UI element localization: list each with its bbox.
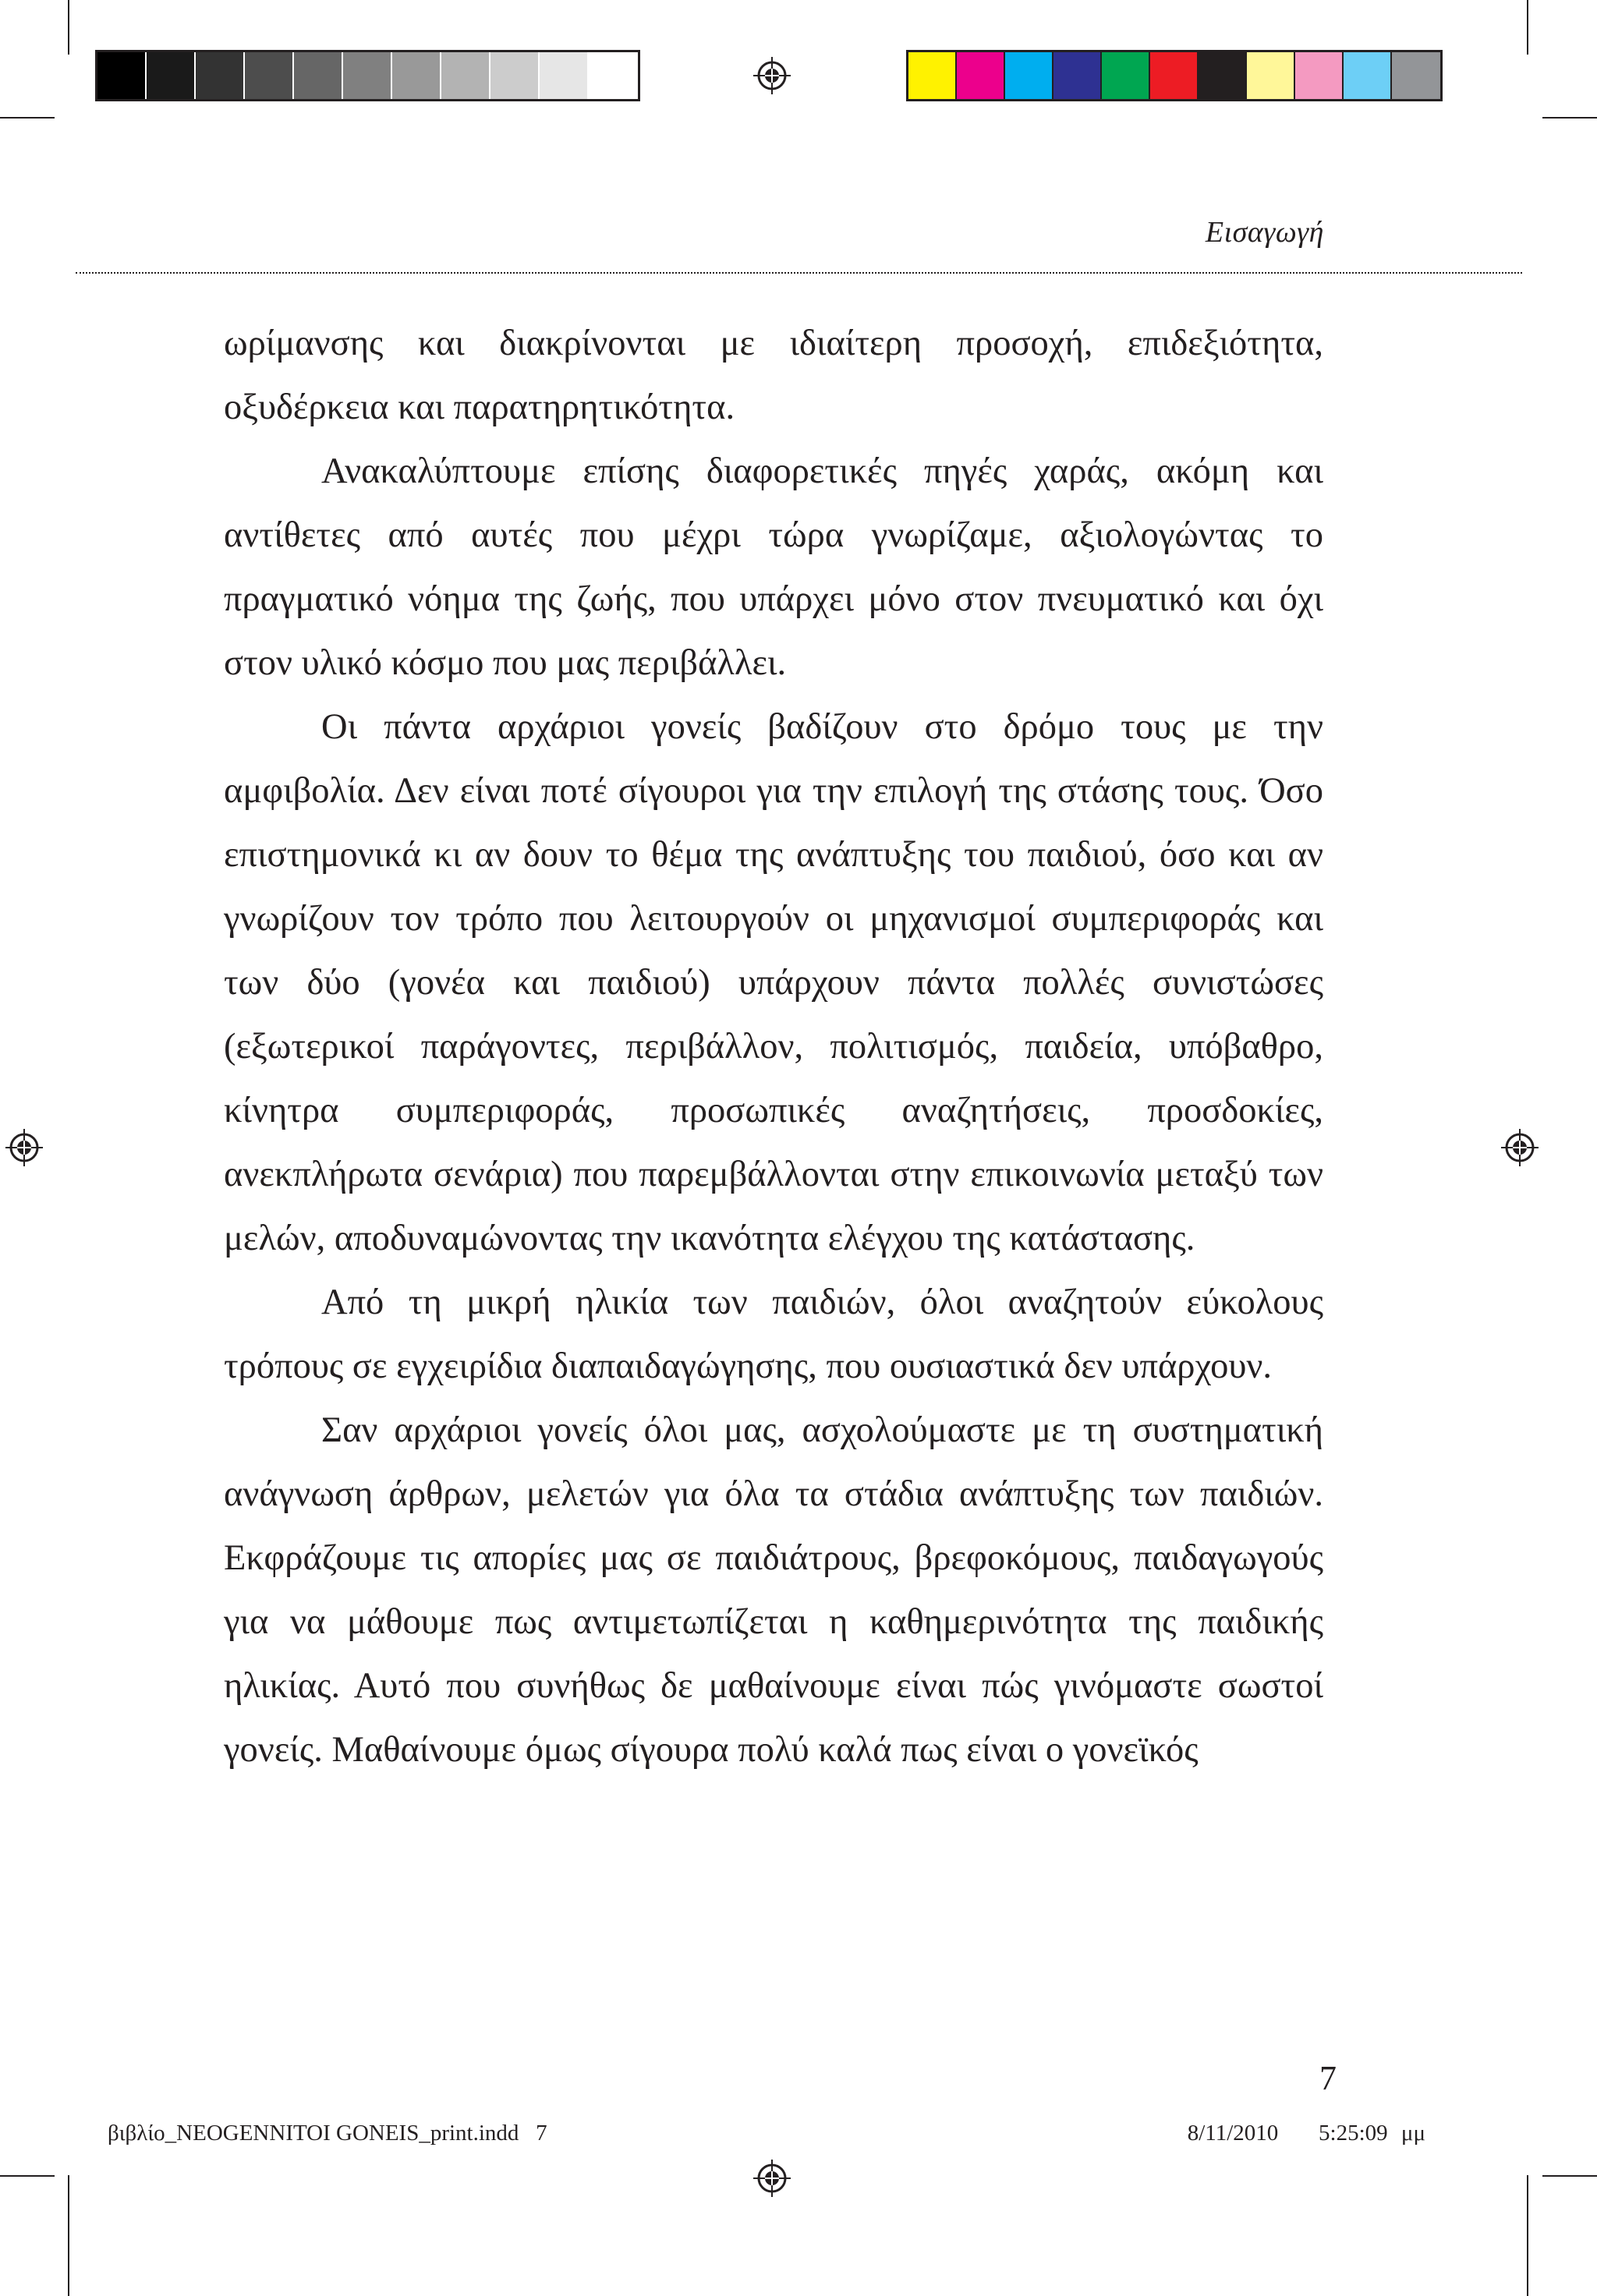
paragraph: Σαν αρχάριοι γονείς όλοι μας, ασχολούμαστε με τη συστηματική ανάγνωση άρθρων, μελετών για όλα τα στάδια ανάπτυξης των παιδιών. Εκφράζουμε τις απορίες μας σε παιδιάτρους, βρεφοκόμους, παιδαγωγούς για να μάθουμε πως αντιμετωπίζεται η καθημερινότητα της παιδικής ηλικίας. Αυτό που συνήθως δε μαθαίνουμε είναι πώς γινόμαστε σωστοί γονείς. Μαθαίνουμε όμως σίγουρα πολύ καλά πως είναι ο γονεϊκός (224, 1410, 1323, 1770)
gray-swatch (196, 52, 245, 99)
color-swatch (1247, 52, 1295, 99)
gray-swatch (540, 52, 589, 99)
color-swatch (1005, 52, 1053, 99)
color-swatch (1344, 52, 1392, 99)
grayscale-calibration-bar (95, 50, 640, 101)
process-color-calibration-bar (906, 50, 1443, 101)
crop-mark (1542, 117, 1597, 119)
gray-swatch (490, 52, 540, 99)
color-swatch (1102, 52, 1150, 99)
color-swatch (1392, 52, 1440, 99)
color-swatch (1053, 52, 1102, 99)
crop-mark (68, 2175, 69, 2296)
gray-swatch (245, 52, 294, 99)
slug-file-name: βιβλίο_NEOGENNITOI GONEIS_print.indd 7 (108, 2121, 547, 2146)
color-swatch (1150, 52, 1199, 99)
slug-datetime: 8/11/2010 5:25:09 μμ (1187, 2121, 1425, 2146)
registration-target-icon (5, 1129, 43, 1166)
body-text (224, 312, 1323, 1782)
page-number: 7 (1319, 2059, 1337, 2097)
paragraph: Οι πάντα αρχάριοι γονείς βαδίζουν στο δρόμο τους με την αμφιβολία. Δεν είναι ποτέ σίγουροι για την επιλογή της στάσης τους. Όσο επιστημονικά κι αν δουν το θέμα της ανάπτυξης του παιδιού, όσο και αν γνωρίζουν τον τρόπο που λειτουργούν οι μηχανισμοί συμπεριφοράς και των δύο (γονέα και παιδιού) υπάρχουν πάντα πολλές συνιστώσες (εξωτερικοί παράγοντες, περιβάλλον, πολιτισμός, παιδεία, υπόβαθρο, κίνητρα συμπεριφοράς, προσωπικές αναζητήσεις, προσδοκίες, ανεκπλήρωτα σενάρια) που παρεμβάλλονται στην επικοινωνία μεταξύ των μελών, αποδυναμώνοντας την ικανότητα ελέγχου της κατάστασης. (224, 707, 1323, 1258)
gray-swatch (392, 52, 441, 99)
paragraph: ωρίμανσης και διακρίνονται με ιδιαίτερη προσοχή, επιδεξιότητα, οξυδέρκεια και παρατηρητικότητα. (224, 324, 1323, 427)
registration-target-icon (753, 57, 791, 94)
color-swatch (1199, 52, 1247, 99)
color-swatch (1295, 52, 1344, 99)
header-dotted-rule (76, 272, 1522, 274)
gray-swatch (294, 52, 343, 99)
color-swatch (908, 52, 957, 99)
gray-swatch (343, 52, 392, 99)
crop-mark (1542, 2175, 1597, 2177)
registration-target-icon (753, 2160, 791, 2197)
registration-target-icon (1501, 1129, 1539, 1166)
paragraph: Από τη μικρή ηλικία των παιδιών, όλοι αναζητούν εύκολους τρόπους σε εγχειρίδια διαπαιδαγώγησης, που ουσιαστικά δεν υπάρχουν. (224, 1282, 1323, 1386)
crop-mark (1527, 0, 1528, 55)
gray-swatch (441, 52, 490, 99)
gray-swatch (147, 52, 196, 99)
crop-mark (68, 0, 69, 55)
paragraph: Ανακαλύπτουμε επίσης διαφορετικές πηγές χαράς, ακόμη και αντίθετες από αυτές που μέχρι τώρα γνωρίζαμε, αξιολογώντας το πραγματικό νόημα της ζωής, που υπάρχει μόνο στον πνευματικό και όχι στον υλικό κόσμο που μας περιβάλλει. (224, 451, 1323, 683)
crop-mark (1527, 2175, 1528, 2296)
crop-mark (0, 2175, 55, 2177)
gray-swatch (589, 52, 638, 99)
running-head-title: Εισαγωγή (1205, 216, 1324, 249)
gray-swatch (97, 52, 147, 99)
crop-mark (0, 117, 55, 119)
color-swatch (957, 52, 1005, 99)
